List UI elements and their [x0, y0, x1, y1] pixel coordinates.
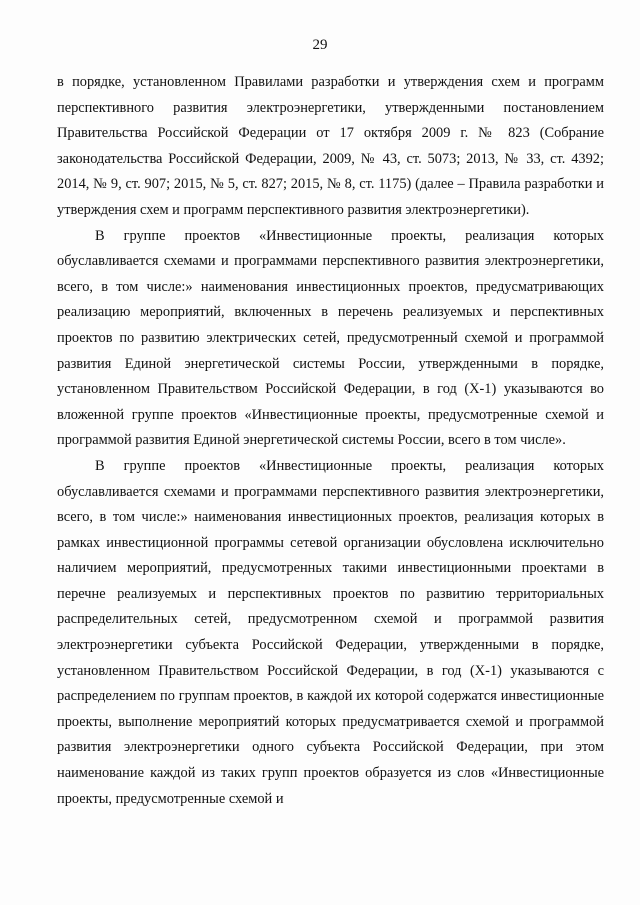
paragraph-continuation: в порядке, установленном Правилами разработки и утверждения схем и программ перспективного развития электроэнергетики, утвержденными постановлением Правительства Российской Федерации от 17 октября 2009 г. № 823 (Собрание законодательства Российской Федерации, 2009, № 43, ст. 5073; 2013, № 33, ст. 4392; 2014, № 9, ст. 907; 2015, № 5, ст. 827; 2015, № 8, ст. 1175) (далее – Правила разработки и утверждения схем и программ перспективного развития электроэнергетики).: [57, 74, 604, 218]
paragraph-unified-grid-projects: В группе проектов «Инвестиционные проекты, реализация которых обуславливается схемами и программами перспективного развития электроэнергетики, всего, в том числе:» наименования инвестиционных проектов, предусматривающих реализацию мероприятий, включенных в перечень реализуемых и перспективных проектов по развитию электрических сетей, предусмотренный схемой и программой развития Единой энергетической системы России, утвержденными в порядке, установленном Правительством Российской Федерации, в год (Х-1) указываются во вложенной группе проектов «Инвестиционные проекты, предусмотренные схемой и программой развития Единой энергетической системы России, всего в том числе».: [57, 227, 604, 449]
page-number: 29: [312, 37, 328, 53]
paragraph-regional-projects: В группе проектов «Инвестиционные проекты, реализация которых обуславливается схемами и программами перспективного развития электроэнергетики, всего, в том числе:» наименования инвестиционных проектов, реализация которых в рамках инвестиционной программы сетевой организации обусловлена исключительно наличием мероприятий, предусмотренных такими инвестиционными проектами в перечне реализуемых и перспективных проектов по развитию территориальных распределительных сетей, предусмотренном схемой и программой развития электроэнергетики субъекта Российской Федерации, утвержденными в порядке, установленном Правительством Российской Федерации, в год (Х-1) указываются с распределением по группам проектов, в каждой их которой содержатся инвестиционные проекты, выполнение мероприятий которых предусматривается схемой и программой развития электроэнергетики одного субъекта Российской Федерации, при этом наименование каждой из таких групп проектов образуется из слов «Инвестиционные проекты, предусмотренные схемой и: [57, 457, 604, 807]
document-body: [57, 70, 604, 812]
